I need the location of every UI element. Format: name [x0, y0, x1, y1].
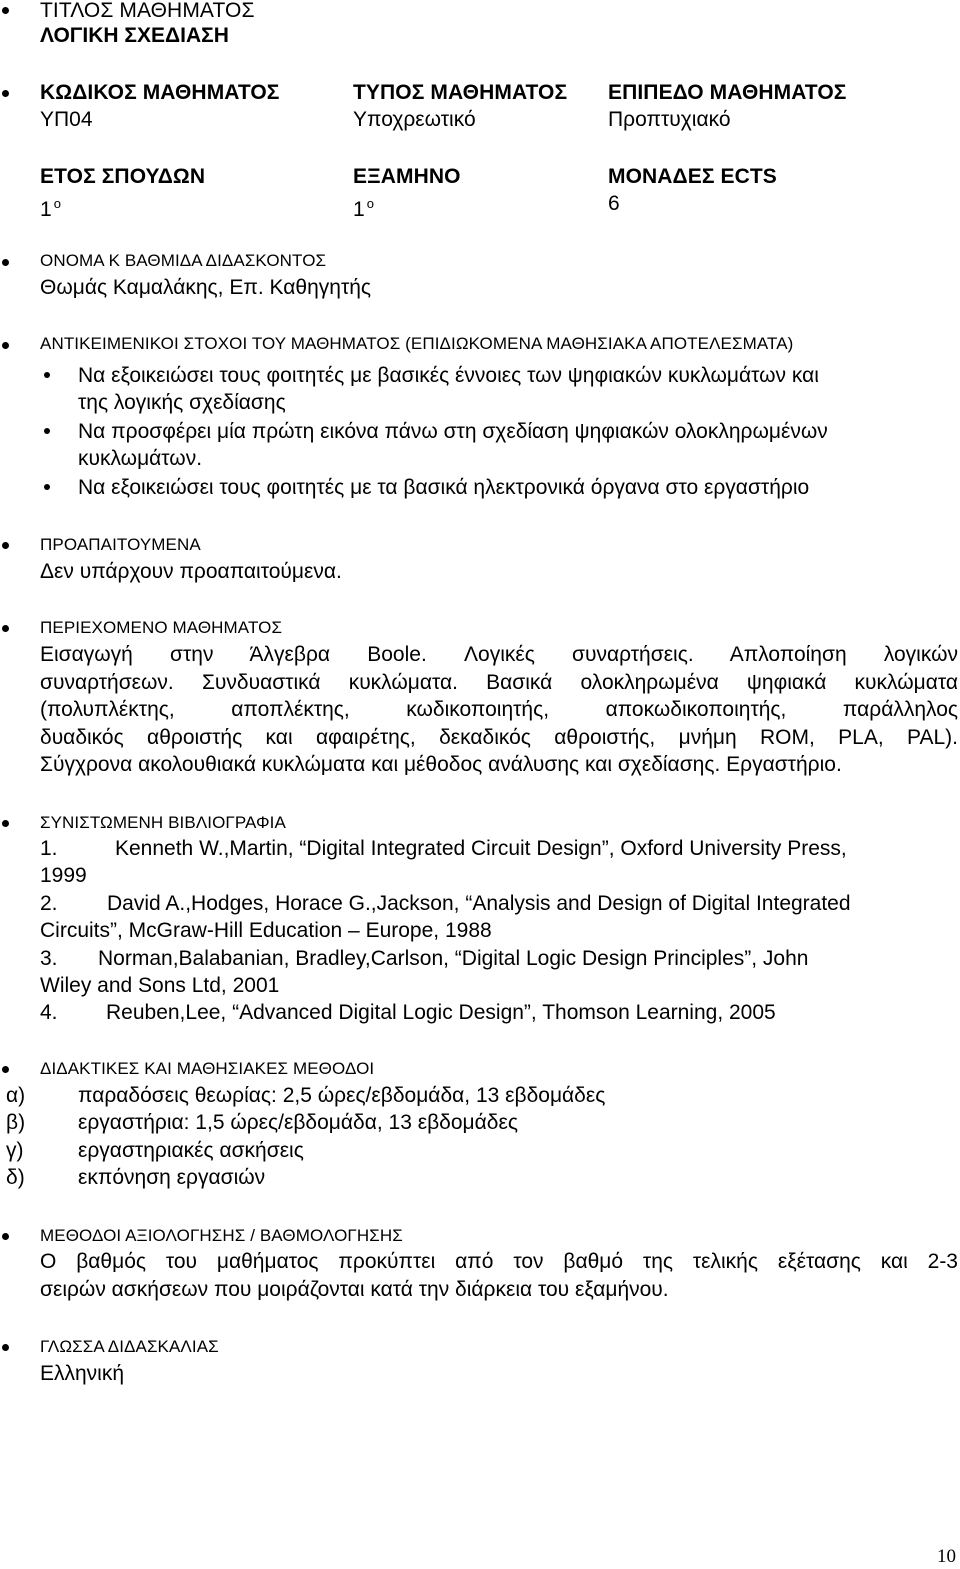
study-year-label: ΕΤΟΣ ΣΠΟΥΔΩΝ	[40, 165, 206, 188]
course-type-value: Υποχρεωτικό	[353, 108, 476, 131]
content-line: Σύγχρονα ακολουθιακά κυκλώματα και μέθοδος ανάλυσης και σχεδίασης. Εργαστήριο.	[40, 753, 842, 776]
assessment-label: ΜΕΘΟΔΟΙ ΑΞΙΟΛΟΓΗΣΗΣ / ΒΑΘΜΟΛΟΓΗΣΗΣ	[40, 1226, 403, 1245]
objectives-label: ΑΝΤΙΚΕΙΜΕΝΙΚΟΙ ΣΤΟΧΟΙ ΤΟΥ ΜΑΘΗΜΑΤΟΣ (ΕΠΙΔΙΩΚΟΜΕΝΑ ΜΑΘΗΣΙΑΚΑ ΑΠΟΤΕΛΕΣΜΑΤΑ)	[40, 334, 794, 353]
content-label: ΠΕΡΙΕΧΟΜΕΝΟ ΜΑΘΗΜΑΤΟΣ	[40, 618, 283, 637]
content-paragraph	[40, 641, 958, 779]
bullet-icon	[2, 1066, 9, 1073]
method-marker: δ)	[6, 1166, 25, 1189]
content-line: δυαδικός αθροιστής και αφαιρέτης, δεκαδικός αθροιστής, μνήμη ROM, PLA, PAL).	[40, 725, 958, 749]
bullet-icon	[2, 90, 9, 97]
course-code-label: ΚΩΔΙΚΟΣ ΜΑΘΗΜΑΤΟΣ	[40, 81, 280, 104]
language-value: Ελληνική	[40, 1362, 125, 1385]
sub-bullet-icon	[44, 428, 50, 434]
ref-number: 3.	[40, 947, 58, 970]
method-text: εργαστηριακές ασκήσεις	[78, 1139, 304, 1162]
semester-value: 1 $^o$	[353, 196, 374, 221]
ects-label: ΜΟΝΑΔΕΣ ECTS	[608, 165, 777, 188]
ref-number: 1.	[40, 837, 58, 860]
course-level-value: Προπτυχιακό	[608, 108, 731, 131]
method-marker: β)	[6, 1111, 26, 1134]
bullet-icon	[2, 259, 9, 266]
ref-1-line-2: 1999	[40, 864, 87, 887]
method-text: παραδόσεις θεωρίας: 2,5 ώρες/εβδομάδα, 13 εβδομάδες	[78, 1084, 606, 1107]
bullet-icon	[2, 342, 9, 349]
method-text: εκπόνηση εργασιών	[78, 1166, 266, 1189]
prerequisites-label: ΠΡΟΑΠΑΙΤΟΥΜΕΝΑ	[40, 535, 201, 554]
ref-2-line-2: Circuits”, McGraw-Hill Education – Europe, 1988	[40, 919, 492, 942]
ref-number: 2.	[40, 892, 58, 915]
objective-1-line-2: της λογικής σχεδίασης	[78, 391, 286, 414]
bullet-icon	[2, 820, 9, 827]
bibliography-label: ΣΥΝΙΣΤΩΜΕΝΗ ΒΙΒΛΙΟΓΡΑΦΙΑ	[40, 813, 286, 832]
sub-bullet-icon	[44, 484, 50, 490]
content-line: συναρτήσεων. Συνδυαστικά κυκλώματα. Βασικά ολοκληρωμένα ψηφιακά κυκλώματα	[40, 670, 958, 694]
content-line: (πολυπλέκτης, αποπλέκτης, κωδικοποιητής, αποκωδικοποιητής, παράλληλος	[40, 698, 958, 721]
ref-number: 4.	[40, 1001, 58, 1024]
course-code-value: ΥΠ04	[40, 108, 93, 131]
method-text: εργαστήρια: 1,5 ώρες/εβδομάδα, 13 εβδομάδες	[78, 1111, 518, 1134]
sub-bullet-icon	[44, 372, 50, 378]
course-type-label: ΤΥΠΟΣ ΜΑΘΗΜΑΤΟΣ	[353, 81, 568, 104]
bullet-icon	[2, 1344, 9, 1351]
ref-2-line-1: David A.,Hodges, Horace G.,Jackson, “Analysis and Design of Digital Integrated	[107, 892, 851, 915]
ref-1-line-1: Kenneth W.,Martin, “Digital Integrated Circuit Design”, Oxford University Press,	[115, 837, 847, 860]
course-title-label: ΤΙΤΛΟΣ ΜΑΘΗΜΑΤΟΣ	[40, 0, 255, 22]
instructor-value: Θωμάς Καμαλάκης, Επ. Καθηγητής	[40, 276, 372, 299]
objective-2-line-1: Να προσφέρει μία πρώτη εικόνα πάνω στη σχεδίαση ψηφιακών ολοκληρωμένων	[78, 420, 828, 443]
ects-value: 6	[608, 192, 620, 215]
method-marker: γ)	[6, 1139, 24, 1162]
objective-1-line-1: Να εξοικειώσει τους φοιτητές με βασικές έννοιες των ψηφιακών κυκλωμάτων και	[78, 364, 819, 387]
ref-3-line-2: Wiley and Sons Ltd, 2001	[40, 974, 280, 997]
bullet-icon	[2, 7, 9, 14]
content-line: Εισαγωγή στην Άλγεβρα Boole. Λογικές συναρτήσεις. Απλοποίηση λογικών	[40, 643, 958, 666]
study-year-value: 1 $^o$	[40, 196, 61, 221]
objective-3: Να εξοικειώσει τους φοιτητές με τα βασικά ηλεκτρονικά όργανα στο εργαστήριο	[78, 476, 810, 499]
assessment-paragraph	[40, 1248, 958, 1303]
ref-3-line-1: Norman,Balabanian, Bradley,Carlson, “Digital Logic Design Principles”, John	[98, 947, 809, 970]
assessment-line: Ο βαθμός του μαθήματος προκύπτει από τον βαθμό της τελικής εξέτασης και 2-3	[40, 1250, 958, 1273]
methods-label: ΔΙΔΑΚΤΙΚΕΣ ΚΑΙ ΜΑΘΗΣΙΑΚΕΣ ΜΕΘΟΔΟΙ	[40, 1059, 375, 1078]
page-number: 10	[937, 1546, 956, 1567]
bullet-icon	[2, 1233, 9, 1240]
method-marker: α)	[6, 1084, 26, 1107]
bullet-icon	[2, 542, 9, 549]
objective-2-line-2: κυκλωμάτων.	[78, 447, 203, 470]
bullet-icon	[2, 625, 9, 632]
semester-label: ΕΞΑΜΗΝΟ	[353, 165, 461, 188]
course-level-label: ΕΠΙΠΕΔΟ ΜΑΘΗΜΑΤΟΣ	[608, 81, 847, 104]
instructor-label: ΟΝΟΜΑ Κ ΒΑΘΜΙΔΑ ΔΙΔΑΣΚΟΝΤΟΣ	[40, 251, 327, 270]
prerequisites-value: Δεν υπάρχουν προαπαιτούμενα.	[40, 560, 342, 583]
assessment-line: σειρών ασκήσεων που μοιράζονται κατά την διάρκεια του εξαμήνου.	[40, 1277, 669, 1301]
ref-4-line-1: Reuben,Lee, “Advanced Digital Logic Design”, Thomson Learning, 2005	[106, 1001, 776, 1024]
course-title-value: ΛΟΓΙΚΗ ΣΧΕΔΙΑΣΗ	[40, 24, 229, 47]
language-label: ΓΛΩΣΣΑ ΔΙΔΑΣΚΑΛΙΑΣ	[40, 1337, 219, 1356]
